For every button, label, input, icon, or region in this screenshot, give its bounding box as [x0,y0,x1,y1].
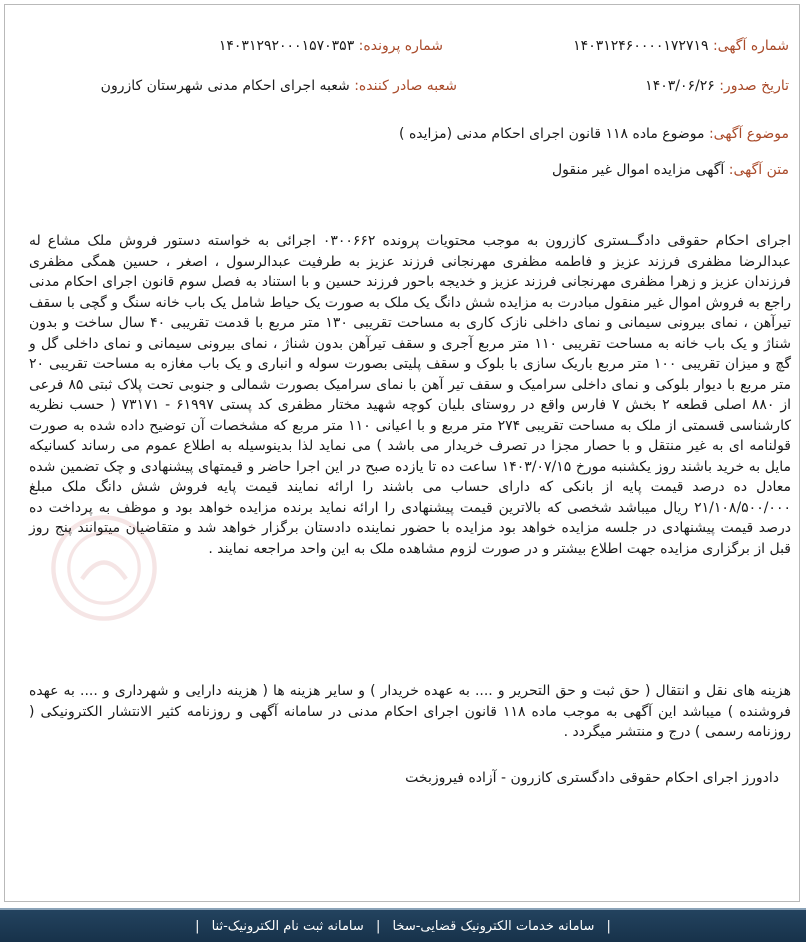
case-number-value: ۱۴۰۳۱۲۹۲۰۰۰۱۵۷۰۳۵۳ [218,38,355,54]
ad-number-label: شماره آگهی: [712,38,789,54]
issuer-label: شعبه صادر کننده: [354,78,457,94]
notice-title-value: آگهی مزایده اموال غیر منقول [551,162,725,178]
notice-signature: دادورز اجرای احکام حقوقی دادگستری کازرون - آزاده فیروزبخت [405,770,779,786]
notice-body-paragraph-1: اجرای احکام حقوقی دادگــستری کازرون به موجب محتویات پرونده ۰۳۰۰۶۶۲ اجرائی به خواسته دستور فروش ملک مشاع له عبدالرضا مظفری فرزند عزیز و فاطمه مظفری مهرنجانی فرزند عزیز به طرفیت عبدالرسول ، اصغر ، حسین همگی مظفری فرزندان عزیز و زهرا مظفری مهرنجانی فرزند عزیز و خدیجه باحور فرزند حسین و با استناد به فصل سوم قانون اجرای احکام مدنی راجع به فروش اموال غیر منقول مبادرت به مزایده شش دانگ یک ملک به صورت یک حیاط شامل یک باب خانه سنگ و گچی با سقف تیرآهن ، نمای بیرونی سیمانی و نمای داخلی نازک کاری به مساحت تقریبی ۱۳۰ متر مربع با قدمت تقریبی ۴۰ سال ساخت و بدون شناژ و یک باب خانه به مساحت تقریبی ۱۱۰ متر مربع آجری و سقف تیرآهن بدون شناژ ، نمای بیرونی سیمانی و نمای داخلی گل و گچ و میزان تقریبی ۱۰۰ متر مربع باریک سازی با بلوک و سقف پلیتی بصورت سوله و انباری و یک باب مغازه به مساحت تقریبی ۲۰ متر مربع با دیوار بلوکی و نمای داخلی سرامیک و سقف تیر آهن با نمای سرامیک بصورت شمالی و جنوبی تحت پلاک ثبتی ۸۵ فرعی از ۸۸۰ اصلی قطعه ۲ بخش ۷ فارس واقع در روستای بلیان کوچه شهید مختار مظفری کد پستی ۶۱۹۹۷ - ۷۳۱۷۱ ( حسب نظریه کارشناسی قسمتی از ملک به مساحت تقریبی ۲۷۴ متر مربع و با اعیانی ۱۱۰ متر مربع که مشخصات آن توضیح داده شده به صورت قولنامه ای به غیر منتقل و با حصار مجزا در تصرف خریدار می باشد ) می نماید لذا بدینوسیله به اطلاع عموم می رساند کسانیکه مایل به خرید باشند روز یکشنبه مورخ ۱۴۰۳/۰۷/۱۵ ساعت ده تا یازده صبح در این اجرا حاضر و قیمتهای پیشنهادی و چک تضمین شده معادل ده درصد قیمت پایه از بانکی که دارای حساب می باشند را ارائه نمایند قیمت پایه فروش شش دانگ ملک مبلغ ۲۱/۱۰۸/۵۰۰/۰۰۰ ریال میباشد شخصی که بالاترین قیمت پیشنهادی را ارائه نماید برنده مزایده خواهد بود و موظف به پرداخت ده درصد قیمت پیشنهادی در جلسه مزایده خواهد بود مزایده با حضور نماینده دادستان برگزار خواهد شد و متقاضیان میتوانند پنج روز قبل از برگزاری مزایده جهت اطلاع بیشتر و در صورت لزوم مشاهده ملک به این واحد مراجعه نمایند . [29,233,792,557]
subject [399,125,789,143]
notice-title [552,161,789,179]
case-number [219,37,443,55]
footer-separator: | [606,919,611,934]
issue-date [645,77,789,95]
notice-title-label: متن آگهی: [728,162,789,178]
issuer [101,77,457,95]
issue-date-value: ۱۴۰۳/۰۶/۲۶ [645,78,715,94]
footer-separator: | [195,919,200,934]
notice-frame [4,4,800,902]
footer-bar [0,908,806,942]
issue-date-label: تاریخ صدور: [719,78,789,94]
footer-sana-link[interactable]: سامانه ثبت نام الکترونیک-ثنا [211,919,364,934]
subject-value: موضوع ماده ۱۱۸ قانون اجرای احکام مدنی (مزایده ) [399,126,705,142]
ad-number-value: ۱۴۰۳۱۲۴۶۰۰۰۰۱۷۲۷۱۹ [573,38,709,54]
subject-label: موضوع آگهی: [708,126,789,142]
notice-body-paragraph-2: هزینه های نقل و انتقال ( حق ثبت و حق التحریر و .... به عهده خریدار ) و سایر هزینه ها ( هزینه دارایی و شهرداری و .... به عهده فروشنده ) میباشد این آگهی به موجب ماده ۱۱۸ قانون اجرای احکام مدنی در سامانه آگهی و روزنامه کثیر الانتشار الکترونیکی ( روزنامه رسمی ) درج و منتشر میگردد . [29,683,791,740]
footer-separator: | [375,919,381,934]
ad-number [573,37,789,55]
case-number-label: شماره پرونده: [358,38,443,54]
issuer-value: شعبه اجرای احکام مدنی شهرستان کازرون [100,78,350,94]
footer-sakha-link[interactable]: سامانه خدمات الکترونیک قضایی-سخا [392,919,595,934]
